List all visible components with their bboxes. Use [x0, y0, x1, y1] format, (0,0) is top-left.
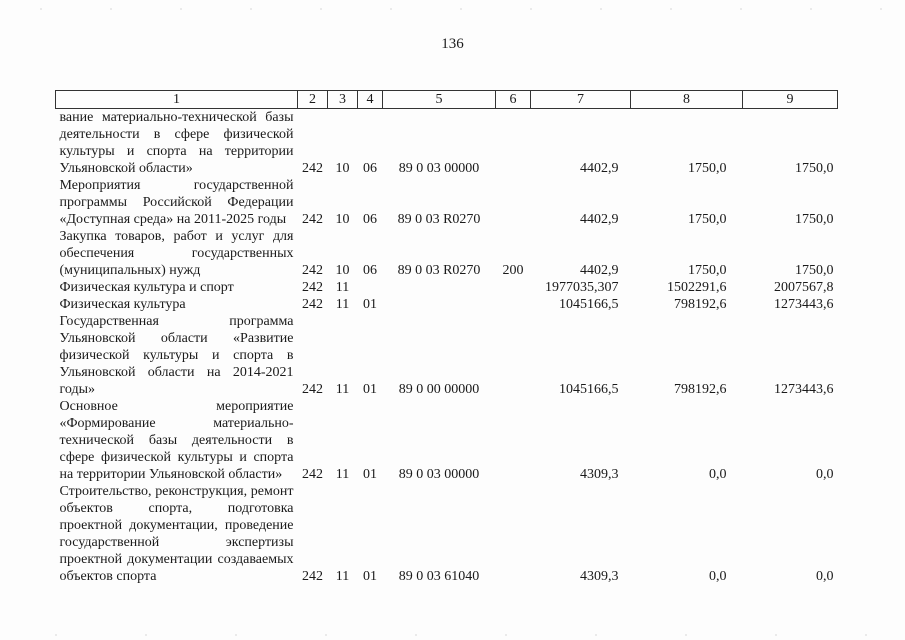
cell-code-2: 242	[302, 212, 323, 227]
cell-code-6: 200	[502, 263, 524, 278]
cell-value-9: 1750,0	[795, 263, 834, 278]
cell-code-2: 242	[302, 161, 323, 176]
table-row	[56, 483, 838, 585]
column-header: 9	[743, 91, 838, 109]
cell-value-7: 4402,9	[580, 263, 619, 278]
column-header: 2	[298, 91, 328, 109]
cell-value-7: 1045166,5	[559, 297, 619, 312]
column-header: 8	[631, 91, 743, 109]
cell-code-5: 89 0 03 00000	[398, 161, 480, 176]
cell-code-3: 11	[335, 569, 350, 584]
row-name: Мероприятия государственной программы Российской Федерации «Доступная среда» на 2011-2025 годы	[59, 178, 294, 227]
cell-code-3: 11	[335, 280, 350, 295]
cell-code-5	[383, 296, 496, 313]
column-header: 1	[56, 91, 298, 109]
column-header: 6	[496, 91, 531, 109]
cell-code-6	[496, 177, 531, 228]
row-name: Государственная программа Ульяновской области «Развитие физической культуры и спорта в Ульяновской области на 2014-2021 годы»	[59, 314, 294, 397]
cell-code-4: 06	[363, 263, 377, 278]
cell-value-7: 4309,3	[580, 467, 619, 482]
cell-code-2: 242	[302, 467, 323, 482]
column-header: 5	[383, 91, 496, 109]
table-row	[56, 279, 838, 296]
cell-code-6	[496, 313, 531, 398]
page-number: 136	[441, 36, 464, 52]
table-row	[56, 398, 838, 483]
cell-value-7: 1977035,307	[545, 280, 619, 295]
cell-code-6	[496, 109, 531, 178]
cell-value-7: 4402,9	[580, 212, 619, 227]
cell-code-6	[496, 398, 531, 483]
table-row	[56, 177, 838, 228]
cell-value-8: 0,0	[709, 569, 727, 584]
cell-code-5: 89 0 03 61040	[398, 569, 480, 584]
table-row	[56, 109, 838, 178]
cell-code-2: 242	[302, 280, 323, 295]
cell-value-9: 1273443,6	[774, 297, 834, 312]
cell-code-5	[383, 279, 496, 296]
cell-value-8: 798192,6	[674, 297, 727, 312]
row-name: Физическая культура	[59, 297, 186, 312]
cell-code-6	[496, 296, 531, 313]
row-name: вание материально-технической базы деятельности в сфере физической культуры и спорта на территории Ульяновской области»	[59, 110, 294, 176]
cell-value-9: 1750,0	[795, 161, 834, 176]
cell-value-8: 1750,0	[688, 161, 727, 176]
scan-artifact-top	[0, 8, 905, 10]
cell-code-6	[496, 483, 531, 585]
cell-code-4	[358, 279, 383, 296]
table-row	[56, 313, 838, 398]
cell-code-3: 10	[335, 212, 350, 227]
cell-value-7: 4309,3	[580, 569, 619, 584]
row-name: Закупка товаров, работ и услуг для обеспечения государственных (муниципальных) нужд	[59, 229, 294, 278]
cell-code-2: 242	[302, 569, 323, 584]
cell-code-6	[496, 279, 531, 296]
cell-value-8: 1750,0	[688, 212, 727, 227]
cell-code-5: 89 0 03 00000	[398, 467, 480, 482]
row-name: Основное мероприятие «Формирование материально-технической базы деятельности в сфере физической культуры и спорта на территории Ульяновской области»	[59, 399, 294, 482]
cell-code-4: 06	[363, 161, 377, 176]
cell-code-5: 89 0 03 R0270	[397, 263, 481, 278]
column-header: 7	[531, 91, 631, 109]
table-header-row	[56, 91, 838, 109]
cell-code-3: 11	[335, 382, 350, 397]
cell-code-4: 01	[363, 297, 377, 312]
cell-code-5: 89 0 00 00000	[398, 382, 480, 397]
cell-value-7: 4402,9	[580, 161, 619, 176]
cell-value-9: 1750,0	[795, 212, 834, 227]
cell-code-2: 242	[302, 382, 323, 397]
budget-table-container	[55, 90, 837, 585]
scan-artifact-bottom	[0, 634, 905, 636]
cell-value-9: 1273443,6	[774, 382, 834, 397]
budget-table	[55, 90, 838, 585]
cell-code-4: 06	[363, 212, 377, 227]
cell-value-8: 798192,6	[674, 382, 727, 397]
cell-value-7: 1045166,5	[559, 382, 619, 397]
cell-code-2: 242	[302, 263, 323, 278]
cell-value-8: 1502291,6	[667, 280, 727, 295]
cell-value-8: 0,0	[709, 467, 727, 482]
cell-code-4: 01	[363, 569, 377, 584]
cell-code-4: 01	[363, 467, 377, 482]
cell-code-5: 89 0 03 R0270	[397, 212, 481, 227]
cell-code-3: 10	[335, 161, 350, 176]
cell-value-9: 0,0	[816, 467, 834, 482]
cell-code-3: 11	[335, 467, 350, 482]
cell-value-9: 0,0	[816, 569, 834, 584]
row-name: Строительство, реконструкция, ремонт объектов спорта, подготовка проектной документации, проведение государственной экспертизы проектной документации создаваемых объектов спорта	[59, 484, 294, 584]
row-name: Физическая культура и спорт	[59, 280, 234, 295]
cell-code-2: 242	[302, 297, 323, 312]
cell-code-4: 01	[363, 382, 377, 397]
column-header: 3	[328, 91, 358, 109]
cell-code-3: 11	[335, 297, 350, 312]
cell-value-9: 2007567,8	[774, 280, 834, 295]
cell-value-8: 1750,0	[688, 263, 727, 278]
cell-code-3: 10	[335, 263, 350, 278]
table-row	[56, 296, 838, 313]
table-row	[56, 228, 838, 279]
column-header: 4	[358, 91, 383, 109]
